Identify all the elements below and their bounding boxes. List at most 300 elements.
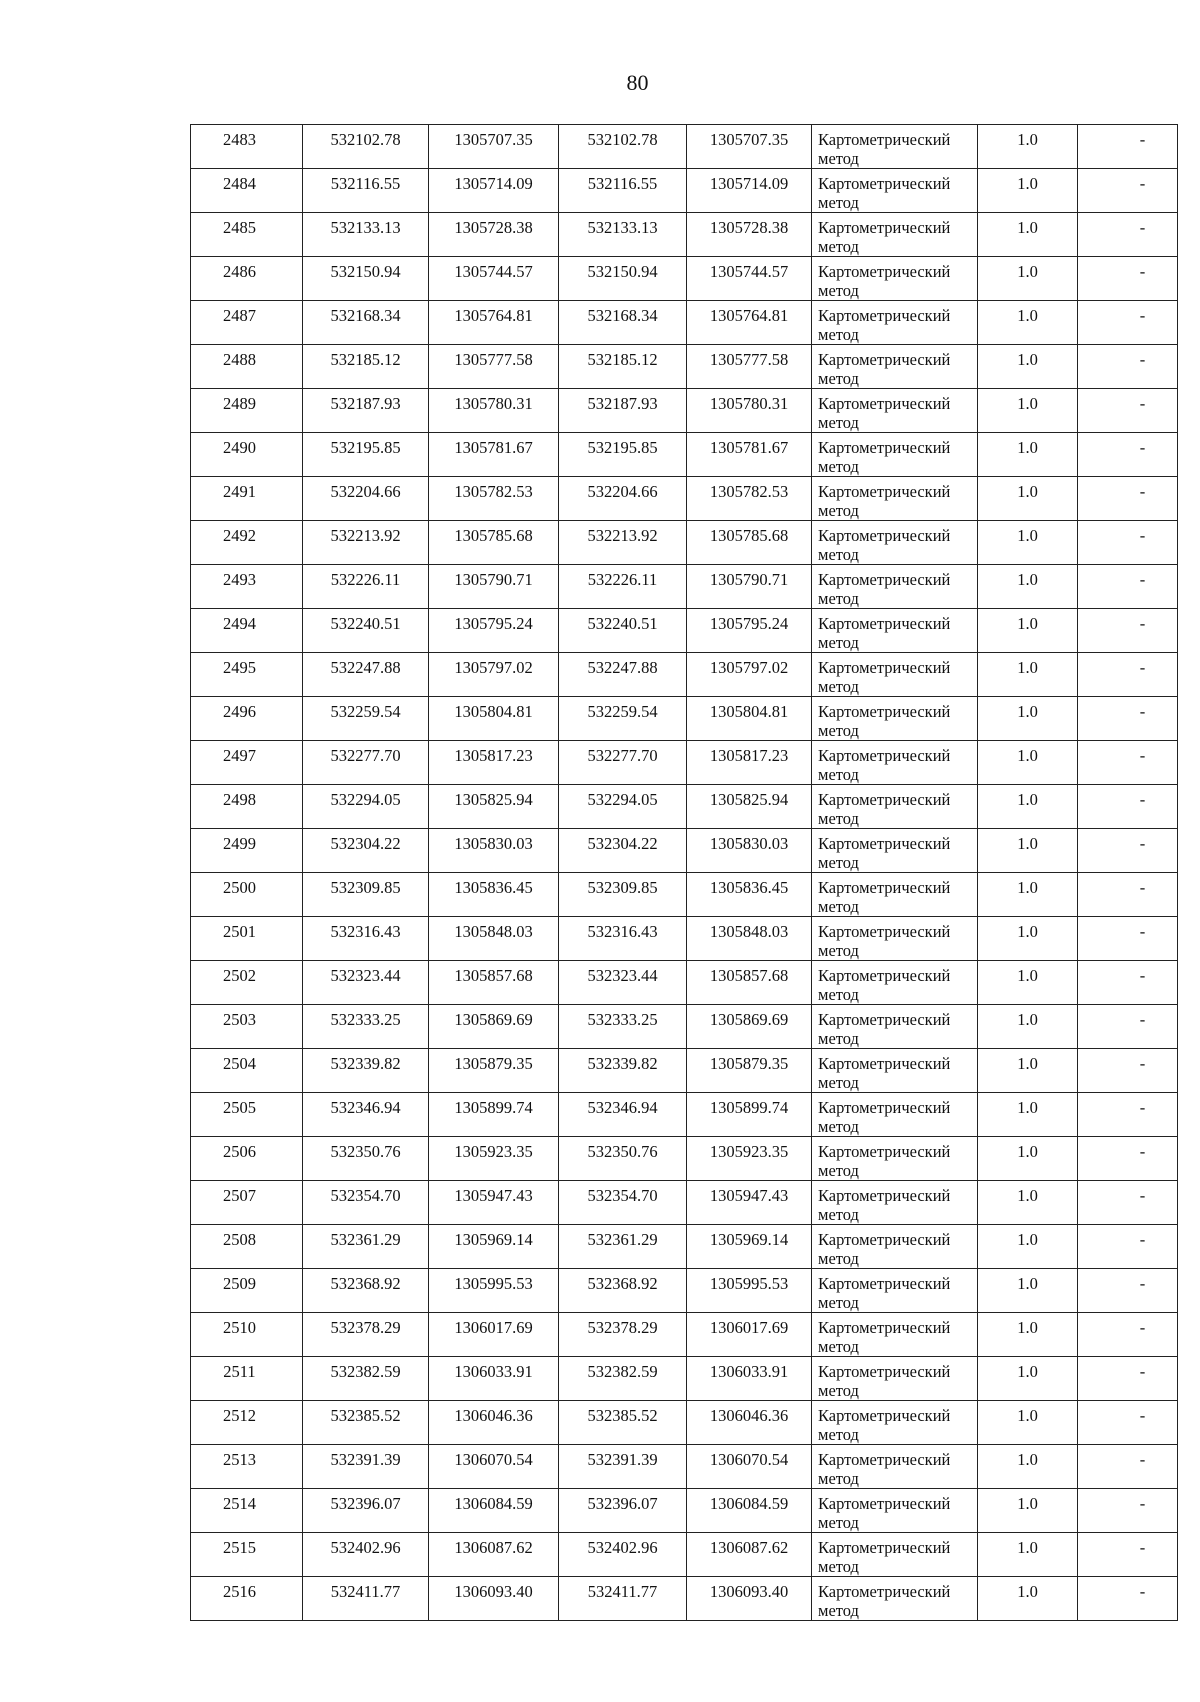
table-cell-y-coordinate-refined [687,1357,812,1401]
table-cell-note-value [1078,433,1178,477]
point-number: 2509 [223,1274,256,1293]
x-coordinate-refined: 532226.11 [587,570,658,589]
table-cell-note-value [1078,1577,1178,1621]
accuracy-value: 1.0 [1017,394,1038,413]
table-cell-x-coordinate-existing [303,609,429,653]
table-cell-y-coordinate-refined [687,1181,812,1225]
y-coordinate-refined: 1305764.81 [709,306,789,325]
note-value: - [1139,878,1146,897]
accuracy-value: 1.0 [1017,1450,1038,1469]
table-cell-y-coordinate-refined [687,213,812,257]
table-cell-y-coordinate-refined [687,565,812,609]
table-cell-note-value [1078,565,1178,609]
table-row [191,653,1178,697]
note-value: - [1139,966,1146,985]
x-coordinate-existing: 532361.29 [330,1230,401,1249]
table-cell-y-coordinate-existing [429,1533,559,1577]
table-cell-note-value [1078,697,1178,741]
table-cell-point-number [191,785,303,829]
y-coordinate-refined: 1305969.14 [709,1230,789,1249]
y-coordinate-existing: 1305923.35 [454,1142,533,1161]
table-cell-y-coordinate-refined [687,345,812,389]
table-row [191,741,1178,785]
point-number: 2503 [223,1010,256,1029]
table-cell-y-coordinate-refined [687,829,812,873]
y-coordinate-existing: 1305857.68 [454,966,533,985]
table-cell-note-value [1078,1357,1178,1401]
x-coordinate-existing: 532240.51 [330,614,401,633]
table-cell-point-number [191,521,303,565]
table-cell-point-number [191,961,303,1005]
table-cell-x-coordinate-refined [559,389,687,433]
table-cell-note-value [1078,1093,1178,1137]
determination-method: Картометрический метод [818,218,951,256]
table-cell-point-number [191,1181,303,1225]
y-coordinate-existing: 1305782.53 [454,482,533,501]
table-cell-x-coordinate-refined [559,1137,687,1181]
table-cell-accuracy-value [978,345,1078,389]
table-cell-accuracy-value [978,1401,1078,1445]
y-coordinate-existing: 1305790.71 [454,570,533,589]
table-cell-x-coordinate-refined [559,433,687,477]
y-coordinate-existing: 1305780.31 [454,394,533,413]
accuracy-value: 1.0 [1017,350,1038,369]
table-cell-y-coordinate-refined [687,433,812,477]
table-cell-x-coordinate-refined [559,125,687,169]
table-cell-y-coordinate-refined [687,917,812,961]
table-cell-determination-method [812,741,978,785]
table-cell-note-value [1078,1313,1178,1357]
table-cell-y-coordinate-refined [687,653,812,697]
y-coordinate-existing: 1305777.58 [454,350,533,369]
table-cell-point-number [191,1577,303,1621]
table-cell-determination-method [812,169,978,213]
determination-method: Картометрический метод [818,1274,951,1312]
table-cell-x-coordinate-existing [303,785,429,829]
table-cell-determination-method [812,433,978,477]
table-cell-note-value [1078,169,1178,213]
table-cell-determination-method [812,1357,978,1401]
table-cell-accuracy-value [978,1093,1078,1137]
point-number: 2504 [223,1054,256,1073]
determination-method: Картометрический метод [818,1582,951,1620]
determination-method: Картометрический метод [818,658,951,696]
y-coordinate-refined: 1306033.91 [709,1362,789,1381]
table-cell-x-coordinate-refined [559,1269,687,1313]
accuracy-value: 1.0 [1017,1142,1038,1161]
table-cell-y-coordinate-refined [687,1313,812,1357]
y-coordinate-refined: 1305995.53 [709,1274,789,1293]
table-cell-note-value [1078,301,1178,345]
table-cell-determination-method [812,829,978,873]
table-row [191,213,1178,257]
table-cell-point-number [191,565,303,609]
x-coordinate-refined: 532350.76 [587,1142,658,1161]
determination-method: Картометрический метод [818,878,951,916]
note-value: - [1139,350,1146,369]
table-cell-accuracy-value [978,1137,1078,1181]
table-row [191,609,1178,653]
x-coordinate-existing: 532116.55 [330,174,401,193]
x-coordinate-refined: 532382.59 [587,1362,658,1381]
table-cell-x-coordinate-existing [303,1093,429,1137]
table-cell-y-coordinate-refined [687,301,812,345]
point-number: 2496 [223,702,256,721]
note-value: - [1139,746,1146,765]
y-coordinate-refined: 1305797.02 [709,658,789,677]
table-row [191,125,1178,169]
table-cell-x-coordinate-existing [303,1049,429,1093]
table-body [191,125,1178,1621]
accuracy-value: 1.0 [1017,438,1038,457]
point-number: 2515 [223,1538,256,1557]
note-value: - [1139,262,1146,281]
point-number: 2498 [223,790,256,809]
note-value: - [1139,306,1146,325]
y-coordinate-refined: 1305857.68 [709,966,789,985]
x-coordinate-existing: 532226.11 [330,570,401,589]
x-coordinate-refined: 532294.05 [587,790,658,809]
table-cell-y-coordinate-existing [429,697,559,741]
x-coordinate-refined: 532333.25 [587,1010,658,1029]
point-number: 2487 [223,306,256,325]
table-cell-note-value [1078,961,1178,1005]
table-cell-y-coordinate-existing [429,389,559,433]
determination-method: Картометрический метод [818,438,951,476]
table-cell-accuracy-value [978,1269,1078,1313]
table-cell-y-coordinate-refined [687,1533,812,1577]
note-value: - [1139,1142,1146,1161]
table-row [191,873,1178,917]
table-cell-y-coordinate-refined [687,785,812,829]
table-cell-note-value [1078,1181,1178,1225]
table-cell-determination-method [812,1181,978,1225]
point-number: 2506 [223,1142,256,1161]
x-coordinate-existing: 532204.66 [330,482,401,501]
y-coordinate-existing: 1305830.03 [454,834,533,853]
determination-method: Картометрический метод [818,1362,951,1400]
table-cell-x-coordinate-existing [303,697,429,741]
point-number: 2502 [223,966,256,985]
x-coordinate-refined: 532204.66 [587,482,658,501]
table-cell-determination-method [812,213,978,257]
y-coordinate-existing: 1305969.14 [454,1230,533,1249]
table-cell-note-value [1078,829,1178,873]
table-cell-accuracy-value [978,565,1078,609]
y-coordinate-existing: 1305764.81 [454,306,533,325]
table-cell-y-coordinate-existing [429,257,559,301]
x-coordinate-refined: 532168.34 [587,306,658,325]
table-cell-x-coordinate-refined [559,1577,687,1621]
y-coordinate-refined: 1305817.23 [709,746,789,765]
table-cell-accuracy-value [978,1225,1078,1269]
table-row [191,1313,1178,1357]
point-number: 2514 [223,1494,256,1513]
y-coordinate-refined: 1305777.58 [709,350,789,369]
table-cell-determination-method [812,873,978,917]
table-row [191,829,1178,873]
x-coordinate-existing: 532350.76 [330,1142,401,1161]
determination-method: Картометрический метод [818,350,951,388]
table-row [191,917,1178,961]
determination-method: Картометрический метод [818,482,951,520]
table-cell-point-number [191,1489,303,1533]
table-cell-note-value [1078,1005,1178,1049]
y-coordinate-existing: 1306084.59 [454,1494,533,1513]
table-cell-x-coordinate-refined [559,829,687,873]
table-row [191,1225,1178,1269]
accuracy-value: 1.0 [1017,174,1038,193]
y-coordinate-existing: 1306046.36 [454,1406,533,1425]
table-cell-x-coordinate-existing [303,169,429,213]
determination-method: Картометрический метод [818,1142,951,1180]
table-cell-y-coordinate-existing [429,609,559,653]
y-coordinate-refined: 1305744.57 [709,262,789,281]
x-coordinate-existing: 532333.25 [330,1010,401,1029]
table-cell-x-coordinate-refined [559,1401,687,1445]
note-value: - [1139,438,1146,457]
table-cell-x-coordinate-refined [559,741,687,785]
note-value: - [1139,174,1146,193]
x-coordinate-refined: 532247.88 [587,658,658,677]
table-row [191,1137,1178,1181]
y-coordinate-refined: 1305836.45 [709,878,789,897]
table-cell-accuracy-value [978,697,1078,741]
accuracy-value: 1.0 [1017,570,1038,589]
y-coordinate-existing: 1305785.68 [454,526,533,545]
y-coordinate-existing: 1305848.03 [454,922,533,941]
y-coordinate-refined: 1305879.35 [709,1054,789,1073]
point-number: 2484 [223,174,256,193]
determination-method: Картометрический метод [818,570,951,608]
determination-method: Картометрический метод [818,790,951,828]
table-cell-note-value [1078,1225,1178,1269]
note-value: - [1139,1186,1146,1205]
table-cell-point-number [191,1357,303,1401]
x-coordinate-existing: 532382.59 [330,1362,401,1381]
table-cell-note-value [1078,1533,1178,1577]
table-cell-point-number [191,1401,303,1445]
note-value: - [1139,1362,1146,1381]
x-coordinate-existing: 532396.07 [330,1494,401,1513]
table-cell-y-coordinate-refined [687,169,812,213]
y-coordinate-existing: 1305825.94 [454,790,533,809]
table-cell-y-coordinate-existing [429,1137,559,1181]
y-coordinate-refined: 1306046.36 [709,1406,789,1425]
point-number: 2485 [223,218,256,237]
x-coordinate-refined: 532102.78 [587,130,658,149]
determination-method: Картометрический метод [818,1010,951,1048]
table-cell-y-coordinate-existing [429,125,559,169]
table-cell-y-coordinate-refined [687,873,812,917]
table-cell-y-coordinate-existing [429,213,559,257]
table-cell-note-value [1078,1049,1178,1093]
determination-method: Картометрический метод [818,1406,951,1444]
table-cell-x-coordinate-refined [559,565,687,609]
determination-method: Картометрический метод [818,746,951,784]
table-cell-accuracy-value [978,829,1078,873]
table-row [191,1489,1178,1533]
determination-method: Картометрический метод [818,1098,951,1136]
point-number: 2495 [223,658,256,677]
determination-method: Картометрический метод [818,262,951,300]
table-cell-point-number [191,1225,303,1269]
accuracy-value: 1.0 [1017,1538,1038,1557]
table-cell-y-coordinate-existing [429,653,559,697]
table-cell-x-coordinate-refined [559,521,687,565]
y-coordinate-existing: 1305744.57 [454,262,533,281]
y-coordinate-existing: 1305781.67 [454,438,533,457]
table-cell-y-coordinate-existing [429,829,559,873]
point-number: 2508 [223,1230,256,1249]
determination-method: Картометрический метод [818,1230,951,1268]
note-value: - [1139,1538,1146,1557]
accuracy-value: 1.0 [1017,1582,1038,1601]
table-cell-accuracy-value [978,213,1078,257]
table-cell-determination-method [812,1005,978,1049]
table-cell-point-number [191,213,303,257]
x-coordinate-existing: 532102.78 [330,130,401,149]
table-cell-x-coordinate-refined [559,697,687,741]
note-value: - [1139,482,1146,501]
x-coordinate-existing: 532346.94 [330,1098,401,1117]
table-cell-note-value [1078,1269,1178,1313]
table-cell-x-coordinate-refined [559,1445,687,1489]
coordinates-table [190,124,1178,1621]
note-value: - [1139,1582,1146,1601]
y-coordinate-refined: 1305728.38 [709,218,789,237]
table-row [191,565,1178,609]
table-cell-x-coordinate-existing [303,301,429,345]
table-cell-note-value [1078,389,1178,433]
table-cell-x-coordinate-existing [303,213,429,257]
x-coordinate-existing: 532185.12 [330,350,401,369]
table-cell-note-value [1078,741,1178,785]
y-coordinate-refined: 1306093.40 [709,1582,789,1601]
point-number: 2511 [223,1362,256,1381]
table-cell-y-coordinate-refined [687,389,812,433]
x-coordinate-existing: 532277.70 [330,746,401,765]
table-row [191,521,1178,565]
table-cell-x-coordinate-refined [559,873,687,917]
point-number: 2501 [223,922,256,941]
table-cell-x-coordinate-existing [303,829,429,873]
table-row [191,301,1178,345]
table-cell-determination-method [812,961,978,1005]
table-cell-determination-method [812,1269,978,1313]
y-coordinate-existing: 1305879.35 [454,1054,533,1073]
accuracy-value: 1.0 [1017,1318,1038,1337]
x-coordinate-existing: 532133.13 [330,218,401,237]
note-value: - [1139,1274,1146,1293]
table-cell-point-number [191,697,303,741]
point-number: 2500 [223,878,256,897]
table-cell-note-value [1078,1137,1178,1181]
accuracy-value: 1.0 [1017,526,1038,545]
point-number: 2490 [223,438,256,457]
accuracy-value: 1.0 [1017,878,1038,897]
determination-method: Картометрический метод [818,174,951,212]
table-row [191,1269,1178,1313]
table-cell-x-coordinate-existing [303,1401,429,1445]
table-cell-x-coordinate-existing [303,653,429,697]
table-cell-x-coordinate-refined [559,477,687,521]
table-cell-y-coordinate-existing [429,301,559,345]
note-value: - [1139,394,1146,413]
accuracy-value: 1.0 [1017,1494,1038,1513]
table-cell-accuracy-value [978,1577,1078,1621]
table-row [191,785,1178,829]
x-coordinate-refined: 532323.44 [587,966,658,985]
table-cell-note-value [1078,477,1178,521]
table-cell-point-number [191,829,303,873]
table-cell-accuracy-value [978,1181,1078,1225]
table-cell-accuracy-value [978,433,1078,477]
note-value: - [1139,1450,1146,1469]
table-cell-determination-method [812,1093,978,1137]
accuracy-value: 1.0 [1017,834,1038,853]
x-coordinate-refined: 532277.70 [587,746,658,765]
point-number: 2497 [223,746,256,765]
table-cell-y-coordinate-existing [429,741,559,785]
accuracy-value: 1.0 [1017,130,1038,149]
table-cell-determination-method [812,653,978,697]
accuracy-value: 1.0 [1017,966,1038,985]
table-cell-accuracy-value [978,125,1078,169]
table-cell-y-coordinate-refined [687,961,812,1005]
table-cell-accuracy-value [978,961,1078,1005]
table-cell-y-coordinate-refined [687,609,812,653]
x-coordinate-refined: 532354.70 [587,1186,658,1205]
x-coordinate-existing: 532385.52 [330,1406,401,1425]
table-cell-determination-method [812,565,978,609]
table-cell-y-coordinate-refined [687,1445,812,1489]
table-cell-x-coordinate-refined [559,961,687,1005]
x-coordinate-refined: 532213.92 [587,526,658,545]
table-cell-x-coordinate-existing [303,961,429,1005]
table-cell-y-coordinate-refined [687,1093,812,1137]
note-value: - [1139,1230,1146,1249]
table-cell-y-coordinate-existing [429,873,559,917]
point-number: 2488 [223,350,256,369]
table-cell-x-coordinate-existing [303,1181,429,1225]
table-cell-note-value [1078,345,1178,389]
table-cell-point-number [191,1093,303,1137]
table-cell-note-value [1078,873,1178,917]
table-cell-accuracy-value [978,873,1078,917]
table-cell-point-number [191,125,303,169]
point-number: 2516 [223,1582,256,1601]
table-row [191,1533,1178,1577]
table-cell-y-coordinate-existing [429,917,559,961]
determination-method: Картометрический метод [818,1318,951,1356]
table-cell-y-coordinate-existing [429,1181,559,1225]
table-cell-note-value [1078,257,1178,301]
table-cell-x-coordinate-existing [303,345,429,389]
x-coordinate-existing: 532213.92 [330,526,401,545]
table-cell-x-coordinate-existing [303,1225,429,1269]
table-cell-y-coordinate-refined [687,1225,812,1269]
note-value: - [1139,790,1146,809]
y-coordinate-existing: 1306070.54 [454,1450,533,1469]
table-cell-x-coordinate-refined [559,653,687,697]
x-coordinate-refined: 532133.13 [587,218,658,237]
table-cell-y-coordinate-existing [429,169,559,213]
note-value: - [1139,614,1146,633]
table-row [191,1005,1178,1049]
table-cell-note-value [1078,125,1178,169]
determination-method: Картометрический метод [818,922,951,960]
